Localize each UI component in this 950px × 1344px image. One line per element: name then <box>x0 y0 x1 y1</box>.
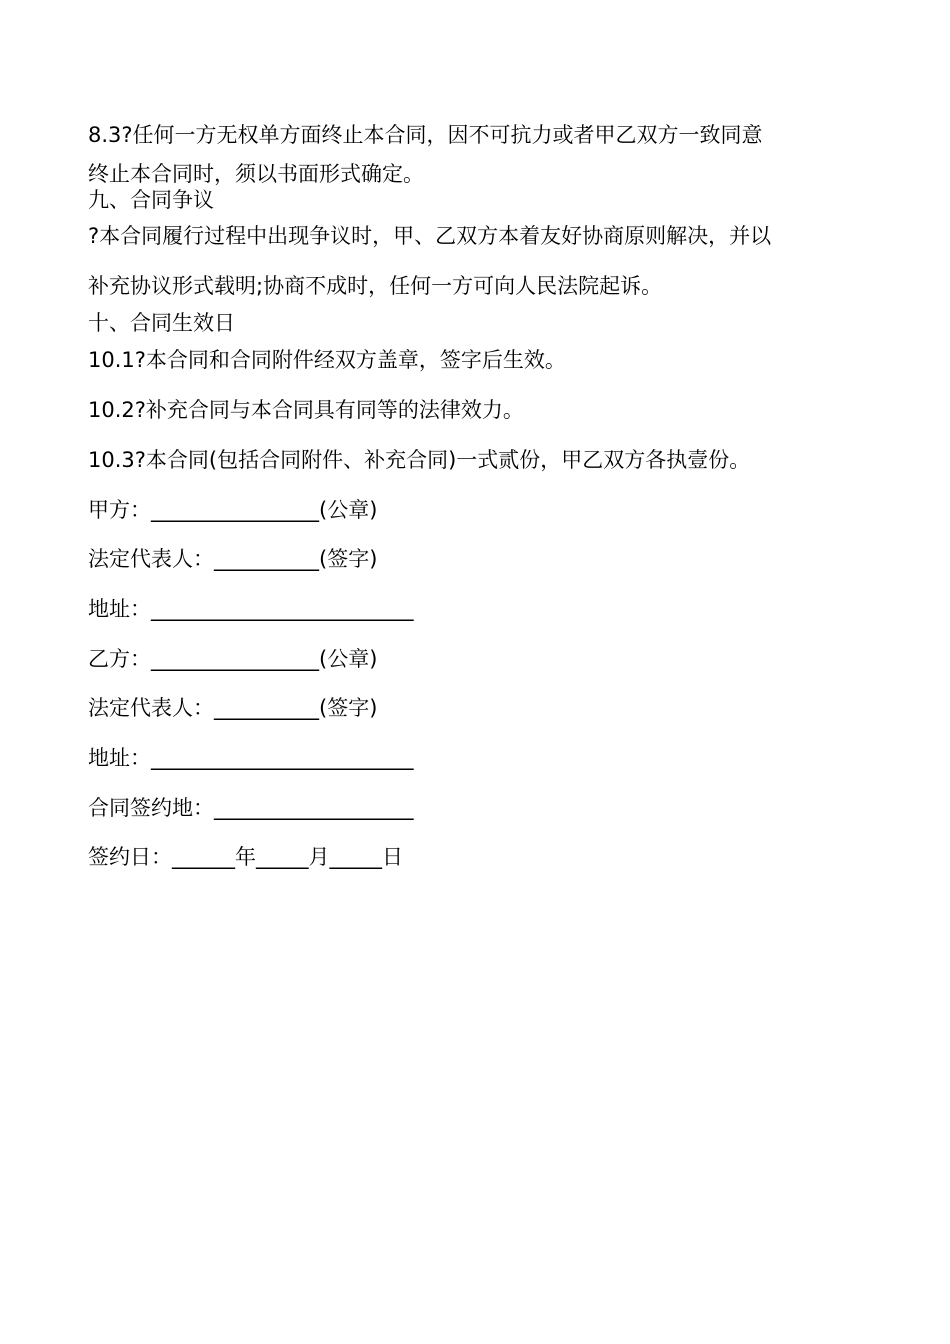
party-b-seal-line: 乙方：________________(公章) <box>88 647 378 671</box>
clause-10-1: 10.1?本合同和合同附件经双方盖章，签字后生效。 <box>88 348 566 372</box>
section-heading-dispute: 九、合同争议 <box>88 188 214 212</box>
clause-10-3: 10.3?本合同(包括合同附件、补充合同)一式贰份，甲乙双方各执壹份。 <box>88 448 751 472</box>
party-a-seal-line: 甲方：________________(公章) <box>88 498 378 522</box>
party-a-address-line: 地址：_________________________ <box>88 597 414 621</box>
party-b-address-line: 地址：_________________________ <box>88 746 414 770</box>
section-heading-effective-date: 十、合同生效日 <box>88 311 235 335</box>
party-b-representative-line: 法定代表人：__________(签字) <box>88 696 378 720</box>
party-a-representative-line: 法定代表人：__________(签字) <box>88 547 378 571</box>
signing-date-line: 签约日：______年_____月_____日 <box>88 845 403 869</box>
signing-place-line: 合同签约地：___________________ <box>88 796 414 820</box>
clause-8-3-line-2: 终止本合同时，须以书面形式确定。 <box>88 162 424 186</box>
clause-dispute-line-2: 补充协议形式载明;协商不成时，任何一方可向人民法院起诉。 <box>88 274 663 298</box>
clause-8-3-line-1: 8.3?任何一方无权单方面终止本合同，因不可抗力或者甲乙双方一致同意 <box>88 123 763 147</box>
clause-10-2: 10.2?补充合同与本合同具有同等的法律效力。 <box>88 398 524 422</box>
clause-dispute-line-1: ?本合同履行过程中出现争议时，甲、乙双方本着友好协商原则解决，并以 <box>88 224 772 248</box>
